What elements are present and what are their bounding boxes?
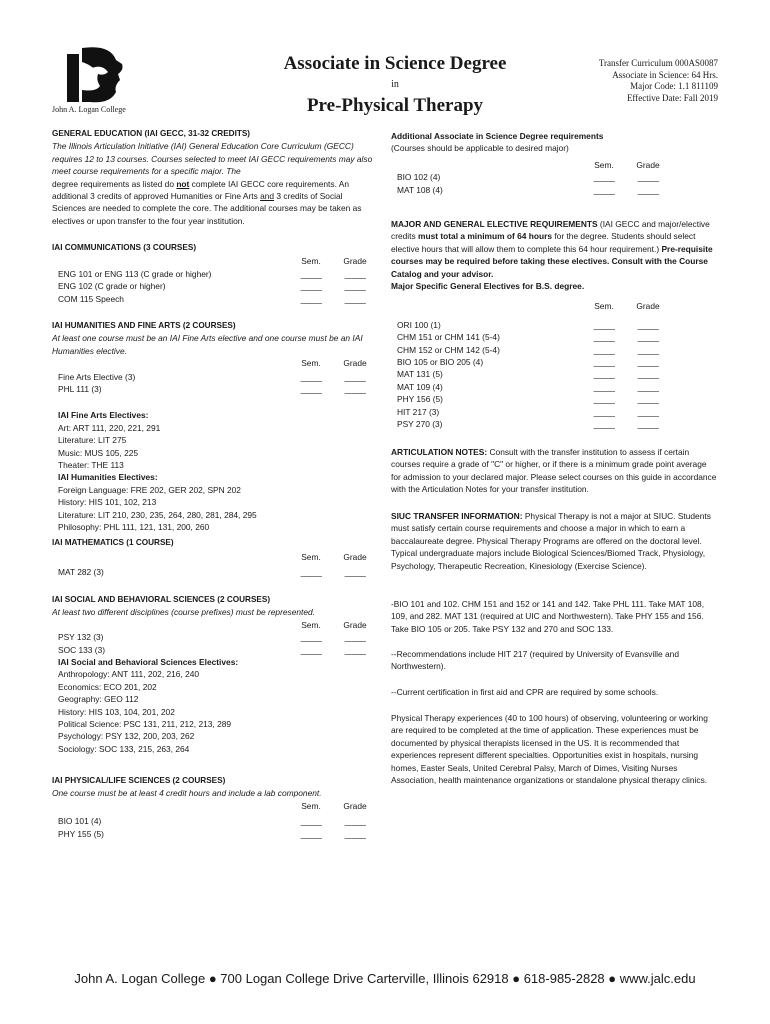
- grade-header: Grade: [343, 619, 367, 630]
- grade-header: Grade: [343, 358, 367, 369]
- additional-section: [391, 130, 718, 196]
- note-paragraph: Physical Therapy experiences (40 to 100 hours) of observing, volunteering or working are required to be completed at the time of application. These experiences must be documented by physical therapists licensed in the US. It is recommended that experiences represent different specialties. Opportunities exist in hospitals, nursing homes, Easter Seals, United Cerebral Palsy, March of Dimes, Visiting Nurses Association, health maintenance organizations or standalone physical therapy clinics.: [391, 713, 708, 786]
- fine-arts-heading: IAI Fine Arts Electives:: [58, 410, 149, 421]
- humanities-heading: IAI HUMANITIES AND FINE ARTS (2 COURSES): [52, 321, 236, 330]
- grade-blank: _____: [637, 419, 659, 430]
- elective-line: Psychology: PSY 132, 200, 203, 262: [58, 731, 195, 742]
- social-section: [52, 594, 377, 755]
- course-name: BIO 102 (4): [397, 172, 441, 183]
- grade-blank: _____: [637, 357, 659, 368]
- course-name: Fine Arts Elective (3): [58, 371, 136, 382]
- social-note: At least two different disciplines (course prefixes) must be represented.: [52, 607, 316, 618]
- meta-line: Major Code: 1.1 811109: [630, 81, 718, 91]
- sem-blank: _____: [593, 319, 615, 330]
- sem-blank: _____: [300, 816, 322, 827]
- elective-line: History: HIS 103, 104, 201, 202: [58, 706, 175, 717]
- humanities-electives-heading: IAI Humanities Electives:: [58, 472, 158, 483]
- sem-blank: _____: [593, 381, 615, 392]
- elective-line: Economics: ECO 201, 202: [58, 681, 157, 692]
- major-text-bold: must total a minimum of 64 hours: [418, 231, 553, 242]
- grade-header: Grade: [343, 256, 367, 267]
- sem-header: Sem.: [301, 552, 321, 563]
- sem-blank: _____: [593, 357, 615, 368]
- course-name: MAT 282 (3): [58, 566, 104, 577]
- sem-blank: _____: [593, 406, 615, 417]
- note-paragraph: --Current certification in first aid and CPR are required by some schools.: [391, 687, 659, 697]
- sem-blank: _____: [593, 344, 615, 355]
- course-name: BIO 105 or BIO 205 (4): [397, 357, 484, 368]
- title-connector: in: [391, 79, 399, 90]
- major-electives-heading: Major Specific General Electives for B.S. degree.: [391, 281, 585, 292]
- social-electives: [52, 656, 377, 755]
- sem-blank: _____: [300, 281, 322, 292]
- sem-header: Sem.: [594, 159, 614, 170]
- course-row: [391, 319, 670, 331]
- additional-heading: Additional Associate in Science Degree requirements: [391, 131, 604, 141]
- meta-line: Associate in Science: 64 Hrs.: [612, 69, 718, 80]
- physical-note: One course must be at least 4 credit hours and include a lab component.: [52, 788, 322, 799]
- grade-blank: _____: [344, 384, 366, 395]
- grade-blank: _____: [344, 281, 366, 292]
- course-name: ENG 102 (C grade or higher): [58, 281, 166, 292]
- gen-ed-body: [52, 178, 377, 228]
- grade-blank: _____: [637, 319, 659, 330]
- sem-blank: _____: [300, 293, 322, 304]
- course-row: [52, 293, 377, 305]
- major-section: [391, 218, 718, 431]
- column-header: [52, 619, 377, 631]
- elective-line: Music: MUS 105, 225: [58, 447, 139, 458]
- course-row: [52, 644, 377, 656]
- curriculum-meta: [599, 58, 718, 104]
- note-paragraph: -BIO 101 and 102. CHM 151 and 152 or 141 and 142. Take PHL 111. Take MAT 108, 109, and 282. MAT 131 (required at UIC and Northwestern). Take PHY 155 and 156. Take BIO 105 or 205. Take PSY 132 and 270 and SOC 133.: [391, 599, 705, 634]
- gen-ed-section: [52, 128, 377, 227]
- column-header: [52, 357, 377, 369]
- gen-ed-emphasis-not: not: [176, 178, 190, 189]
- grade-header: Grade: [636, 301, 660, 312]
- grade-header: Grade: [343, 800, 367, 811]
- column-header: [52, 255, 377, 267]
- siuc-heading: SIUC TRANSFER INFORMATION:: [391, 511, 523, 521]
- course-row: [391, 368, 670, 380]
- meta-line: Effective Date: Fall 2019: [626, 92, 718, 103]
- course-name: CHM 152 or CHM 142 (5-4): [397, 344, 500, 355]
- grade-blank: _____: [637, 369, 659, 380]
- major-text-bold: Pre-requisite courses may be required before taking these electives. Consult with the Course Catalog and your advisor.: [391, 243, 713, 279]
- course-name: ENG 101 or ENG 113 (C grade or higher): [58, 268, 212, 279]
- communications-heading: IAI COMMUNICATIONS (3 COURSES): [52, 243, 197, 252]
- major-text-part: for the degree. Students should select elective hours that will allow them to complete this 64 hour requirement.): [391, 231, 696, 254]
- grade-blank: _____: [637, 406, 659, 417]
- sem-header: Sem.: [301, 256, 321, 267]
- sem-blank: _____: [300, 384, 322, 395]
- social-heading: IAI SOCIAL AND BEHAVIORAL SCIENCES (2 COURSES): [52, 595, 271, 604]
- page-footer: John A. Logan College ● 700 Logan College Drive Carterville, Illinois 62918 ● 618-985-2828 ● www.jalc.edu: [74, 971, 696, 986]
- course-row: [391, 331, 670, 343]
- articulation-heading: ARTICULATION NOTES:: [391, 447, 488, 457]
- grade-blank: _____: [344, 293, 366, 304]
- course-name: BIO 101 (4): [58, 816, 102, 827]
- course-name: ORI 100 (1): [397, 319, 441, 330]
- social-electives-heading: IAI Social and Behavioral Sciences Electives:: [58, 657, 239, 668]
- sem-blank: _____: [300, 371, 322, 382]
- course-name: MAT 131 (5): [397, 369, 443, 380]
- sem-blank: _____: [593, 172, 615, 183]
- course-row: [391, 418, 670, 430]
- page-title: Associate in Science Degree: [283, 53, 507, 74]
- meta-line: Transfer Curriculum 000AS0087: [598, 58, 718, 68]
- column-header: [52, 800, 377, 812]
- grade-blank: _____: [344, 816, 366, 827]
- course-name: COM 115 Speech: [58, 293, 124, 304]
- course-name: PHY 156 (5): [397, 394, 443, 405]
- siuc-info: [391, 510, 718, 572]
- grade-blank: _____: [344, 644, 366, 655]
- siuc-text: Physical Therapy is not a major at SIUC. Students must satisfy certain course requirements and choose a major in which to earn a baccalaureate degree. Physical Therapy Programs are offered on the doctoral level. Typical undergraduate majors include Biological Sciences/Biomed Track, Physiology, Psychology, Therapeutic Recreation, Kinesiology (Exercise Science).: [391, 511, 711, 571]
- course-name: CHM 151 or CHM 141 (5-4): [397, 332, 500, 343]
- elective-line: Literature: LIT 275: [58, 435, 127, 446]
- gen-ed-heading: GENERAL EDUCATION (IAI GECC, 31-32 CREDITS): [52, 129, 251, 138]
- grade-blank: _____: [637, 394, 659, 405]
- sem-blank: _____: [593, 332, 615, 343]
- course-row: [391, 184, 718, 196]
- grade-blank: _____: [637, 184, 659, 195]
- major-text-part: (IAI GECC and major/elective credits: [391, 219, 710, 242]
- sem-header: Sem.: [301, 358, 321, 369]
- physical-section: [52, 775, 377, 840]
- column-header: [391, 159, 718, 171]
- sem-header: Sem.: [594, 301, 614, 312]
- sem-header: Sem.: [301, 800, 321, 811]
- articulation-notes: [391, 446, 718, 496]
- course-name: MAT 108 (4): [397, 184, 443, 195]
- course-row: [52, 280, 377, 292]
- course-name: HIT 217 (3): [397, 406, 440, 417]
- grade-header: Grade: [636, 159, 660, 170]
- sem-blank: _____: [593, 184, 615, 195]
- elective-line: Philosophy: PHL 111, 121, 131, 200, 260: [58, 522, 210, 533]
- course-row: [391, 406, 670, 418]
- sem-blank: _____: [300, 644, 322, 655]
- elective-line: Literature: LIT 210, 230, 235, 264, 280, 281, 284, 295: [58, 509, 257, 520]
- course-row: [391, 393, 670, 405]
- elective-line: Art: ART 111, 220, 221, 291: [58, 422, 161, 433]
- major-course-list: [391, 319, 718, 431]
- course-row: [391, 171, 718, 183]
- grade-blank: _____: [344, 268, 366, 279]
- page-subtitle: Pre-Physical Therapy: [306, 95, 484, 116]
- column-header: [52, 551, 377, 563]
- course-name: SOC 133 (3): [58, 644, 106, 655]
- gen-ed-text: complete IAI GECC core requirements. An additional 3 credits of approved Humanities or Fine Arts: [52, 178, 349, 202]
- course-name: PSY 270 (3): [397, 419, 443, 430]
- sem-blank: _____: [300, 268, 322, 279]
- course-row: [52, 566, 377, 578]
- title-block: [240, 52, 550, 118]
- humanities-section: [52, 320, 377, 534]
- gen-ed-intro: The Illinois Articulation Initiative (IAI) General Education Core Curriculum (GECC) requires 12 to 13 courses. Courses selected to meet IAI GECC requirements may also meet course requirements for a specific major. The: [52, 141, 373, 177]
- course-row: [52, 631, 377, 643]
- sem-blank: _____: [593, 419, 615, 430]
- course-row: [52, 383, 377, 395]
- humanities-note: At least one course must be an IAI Fine Arts elective and one course must be an IAI Humanities elective.: [52, 333, 363, 356]
- gen-ed-emphasis-and: and: [260, 191, 275, 202]
- elective-line: Foreign Language: FRE 202, GER 202, SPN 202: [58, 484, 241, 495]
- additional-note: (Courses should be applicable to desired major): [391, 143, 569, 154]
- course-row: [52, 828, 377, 840]
- elective-line: Anthropology: ANT 111, 202, 216, 240: [58, 669, 200, 680]
- course-row: [391, 344, 670, 356]
- gen-ed-text: degree requirements as listed do: [52, 178, 177, 189]
- course-row: [52, 268, 377, 280]
- grade-blank: _____: [637, 332, 659, 343]
- elective-line: History: HIS 101, 102, 213: [58, 497, 157, 508]
- sem-blank: _____: [593, 394, 615, 405]
- sem-blank: _____: [300, 828, 322, 839]
- course-row: [391, 381, 670, 393]
- course-name: MAT 109 (4): [397, 381, 443, 392]
- grade-blank: _____: [637, 172, 659, 183]
- mathematics-heading: IAI MATHEMATICS (1 COURSE): [52, 538, 174, 547]
- grade-blank: _____: [344, 371, 366, 382]
- course-row: [52, 371, 377, 383]
- sem-blank: _____: [300, 632, 322, 643]
- grade-blank: _____: [637, 344, 659, 355]
- sem-blank: _____: [300, 566, 322, 577]
- communications-section: [52, 242, 377, 305]
- elective-line: Geography: GEO 112: [58, 694, 139, 705]
- column-header: [391, 300, 718, 312]
- course-row: [391, 356, 670, 368]
- course-name: PSY 132 (3): [58, 632, 104, 643]
- sem-blank: _____: [593, 369, 615, 380]
- grade-header: Grade: [343, 552, 367, 563]
- physical-heading: IAI PHYSICAL/LIFE SCIENCES (2 COURSES): [52, 776, 226, 785]
- elective-line: Theater: THE 113: [58, 460, 124, 471]
- fine-arts-electives: [52, 409, 377, 533]
- gen-ed-text: 3 credits of Social Sciences are needed to complete the core. The additional courses may be taken as electives or upon transfer to the four year institution.: [52, 191, 362, 226]
- major-text: [391, 218, 718, 280]
- note-paragraph: --Recommendations include HIT 217 (required by University of Evansville and Northwestern).: [391, 649, 679, 672]
- major-heading: MAJOR AND GENERAL ELECTIVE REQUIREMENTS: [391, 219, 598, 229]
- grade-blank: _____: [344, 632, 366, 643]
- articulation-text: Consult with the transfer institution to assess if certain courses require a grade of "C" or higher, or if there is a minimum grade point average for admission to your declared major. Please select courses on this guide in accordance with the Articulation Notes for your transfer institution.: [391, 447, 717, 495]
- grade-blank: _____: [344, 566, 366, 577]
- mathematics-section: [52, 537, 377, 578]
- elective-line: Sociology: SOC 133, 215, 263, 264: [58, 743, 190, 754]
- course-name: PHL 111 (3): [58, 384, 102, 395]
- grade-blank: _____: [637, 381, 659, 392]
- grade-blank: _____: [344, 828, 366, 839]
- course-row: [52, 815, 377, 827]
- elective-line: Political Science: PSC 131, 211, 212, 213, 289: [58, 719, 232, 730]
- sem-header: Sem.: [301, 619, 321, 630]
- logo-caption: John A. Logan College: [52, 105, 126, 114]
- course-name: PHY 155 (5): [58, 828, 104, 839]
